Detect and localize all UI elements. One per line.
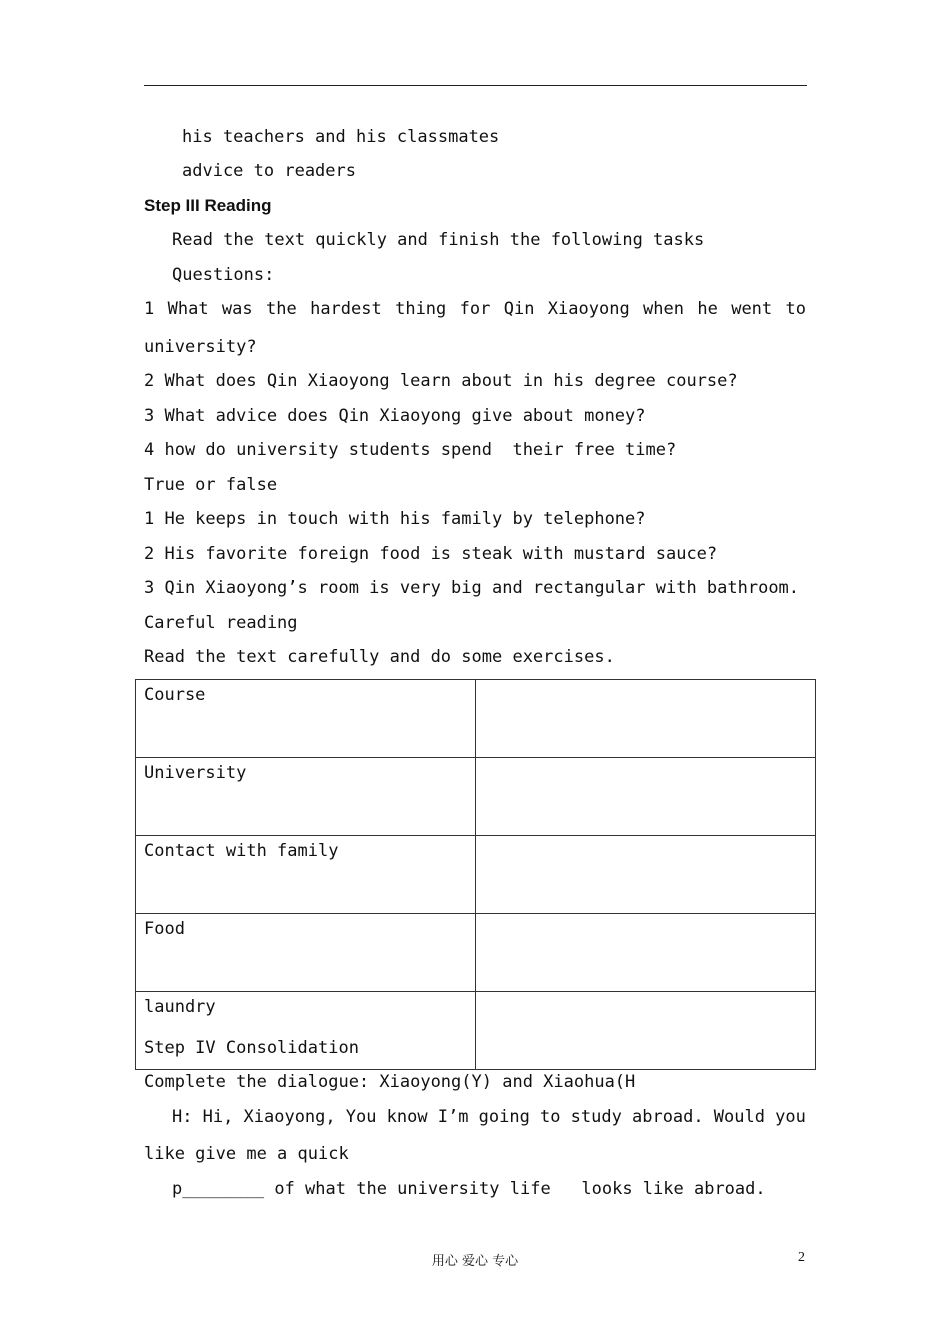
careful-reading-label: Careful reading — [144, 613, 298, 633]
word: you — [775, 1107, 806, 1127]
exercise-table — [135, 679, 816, 1070]
word: Hi, — [202, 1107, 234, 1127]
question-2: 2 What does Qin Xiaoyong learn about in his degree course? — [144, 371, 738, 391]
table-cell-answer — [476, 758, 816, 836]
questions-label: Questions: — [172, 265, 275, 285]
step3-heading: Step III Reading — [144, 196, 272, 215]
table-cell-label: Food — [136, 914, 476, 992]
table-row — [136, 680, 816, 758]
table-cell-label: Course — [136, 680, 476, 758]
dialogue-h-continued: like give me a quick — [144, 1144, 349, 1164]
word: when — [643, 299, 684, 319]
table-cell-label: University — [136, 758, 476, 836]
true-false-3: 3 Qin Xiaoyong’s room is very big and rectangular with bathroom. — [144, 578, 800, 598]
word: hardest — [310, 299, 382, 319]
careful-reading-instruction: Read the text carefully and do some exercises. — [144, 647, 615, 667]
word: thing — [395, 299, 447, 319]
intro-line-1: his teachers and his classmates — [182, 127, 500, 147]
footer-text: 用心 爱心 专心 — [431, 1254, 519, 1269]
word: going — [478, 1107, 530, 1127]
table-row — [136, 914, 816, 992]
dialogue-blank-line: p________ of what the university life looks like abroad. — [172, 1179, 766, 1199]
true-false-label: True or false — [144, 475, 278, 495]
true-false-2: 2 His favorite foreign food is steak with mustard sauce? — [144, 544, 718, 564]
table-cell-answer — [476, 836, 816, 914]
word: know — [386, 1107, 428, 1127]
word: to — [540, 1107, 561, 1127]
step4-heading: Step IV Consolidation — [144, 1038, 359, 1058]
true-false-1: 1 He keeps in touch with his family by telephone? — [144, 509, 646, 529]
dialogue-h-line — [172, 1106, 806, 1128]
table-row — [136, 758, 816, 836]
table-cell-answer — [476, 992, 816, 1070]
word: to — [785, 299, 806, 319]
question-1-continued: university? — [144, 337, 257, 357]
word: was — [221, 299, 253, 319]
word: 1 — [144, 299, 155, 319]
word: study — [570, 1107, 622, 1127]
page-number: 2 — [798, 1250, 805, 1265]
word: Would — [713, 1107, 765, 1127]
question-3: 3 What advice does Qin Xiaoyong give about money? — [144, 406, 646, 426]
word: I’m — [437, 1107, 469, 1127]
word: abroad. — [631, 1107, 704, 1127]
step3-instruction: Read the text quickly and finish the following tasks — [172, 230, 705, 250]
table-cell-label: Contact with family — [136, 836, 476, 914]
table-row — [136, 836, 816, 914]
word: You — [345, 1107, 377, 1127]
question-4: 4 how do university students spend their free time? — [144, 440, 677, 460]
word: What — [167, 299, 209, 319]
step4-instruction: Complete the dialogue: Xiaoyong(Y) and Xiaohua(H — [144, 1072, 636, 1092]
word: H: — [172, 1107, 193, 1127]
word: went — [731, 299, 773, 319]
word: Xiaoyong — [547, 299, 630, 319]
word: the — [266, 299, 297, 319]
word: for — [459, 299, 491, 319]
intro-line-2: advice to readers — [182, 161, 356, 181]
header-rule — [144, 85, 807, 86]
table-cell-answer — [476, 914, 816, 992]
word: Xiaoyong, — [243, 1107, 336, 1127]
table-cell-answer — [476, 680, 816, 758]
question-1 — [144, 298, 806, 320]
word: he — [697, 299, 718, 319]
table-cell-label: laundry — [136, 992, 476, 1070]
word: Qin — [503, 299, 535, 319]
